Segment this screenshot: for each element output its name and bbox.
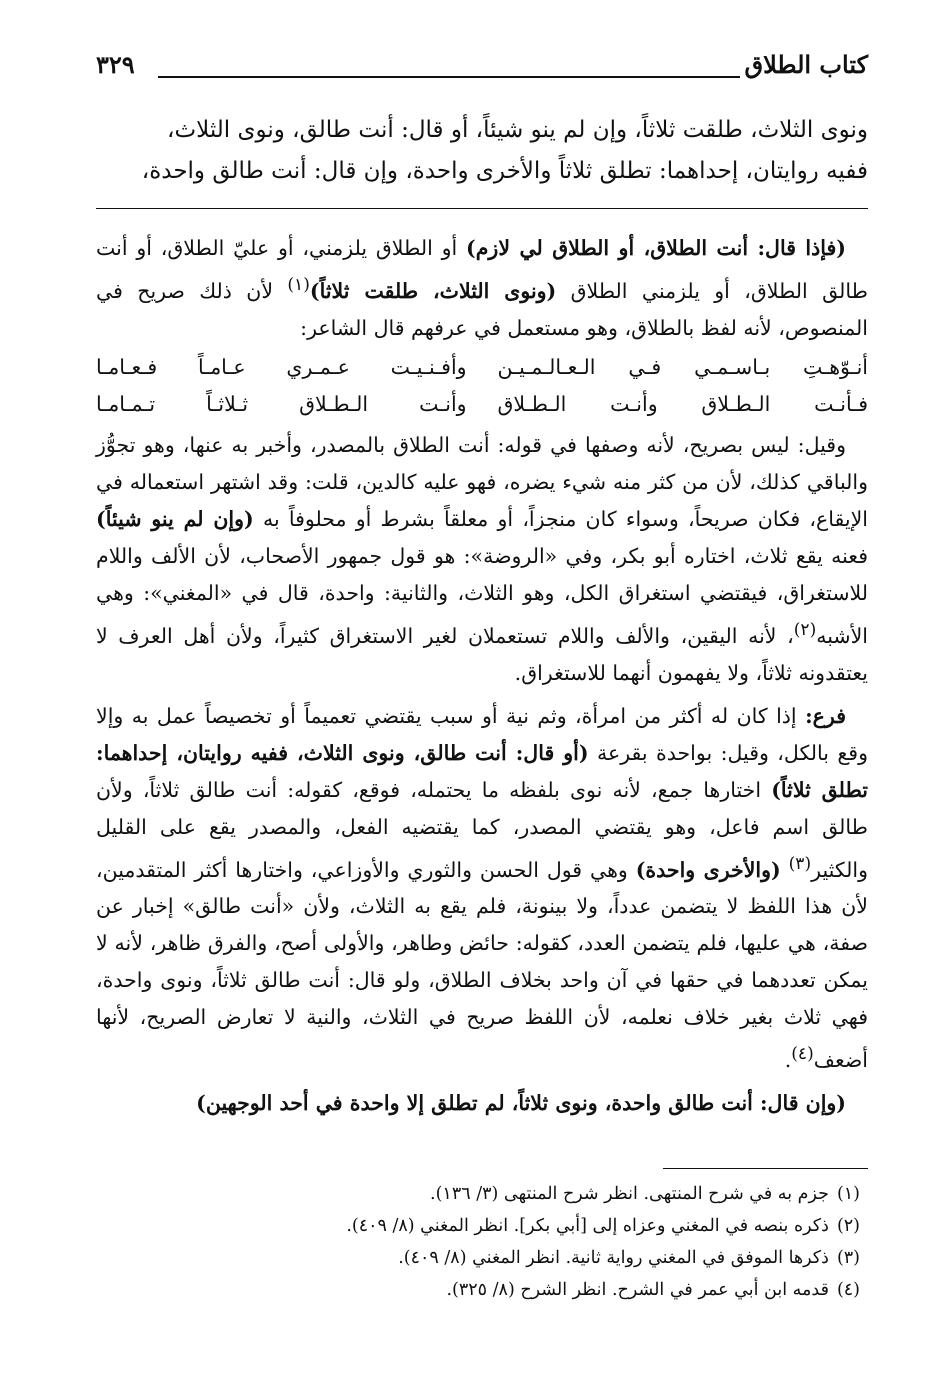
commentary-text <box>781 857 789 881</box>
commentary-paragraph <box>96 427 868 692</box>
footnote-ref: (٢) <box>793 619 817 640</box>
footnote <box>96 1210 860 1242</box>
verse-first-hemistich: فـأنـت الـطـلاق وأنـت الـطـلاق <box>497 391 868 416</box>
main-text-line: ونوى الثلاث، طلقت ثلاثاً، وإن لم ينو شيئاً، أو قال: أنت طالق، ونوى الثلاث، <box>167 117 868 143</box>
footnote-text: ذكره بنصه في المغني وعزاه إلى [أبي بكر]. انظر المغني (٨/ ٤٠٩). <box>346 1216 829 1236</box>
quoted-text: (وإن لم ينو شيئاً) <box>96 506 254 531</box>
running-header <box>96 50 868 90</box>
poem <box>96 349 868 423</box>
commentary-text: . <box>784 1048 792 1073</box>
poem-verse <box>96 349 868 386</box>
branch-label: فرع: <box>805 703 846 728</box>
commentary-text: لأن ذلك صريح في المنصوص، لأنه لفظ بالطلاق، وهو مستعمل في عرفهم قال الشاعر: <box>96 278 868 340</box>
commentary-text: فعنه يقع ثلاث، اختاره أبو بكر، وفي «الروضة»: هو قول جمهور الأصحاب، لأن الألف واللام للاستغراق، فيقتضي استغراق الكل، وهو الثلاث، والثانية: واحدة، قال في «المغني»: وهي الأشبه <box>96 543 868 648</box>
text-separator <box>96 208 868 209</box>
footnote-ref: (٣) <box>788 853 812 874</box>
book-title: كتاب الطلاق <box>744 50 868 79</box>
commentary-text: ، لأنه اليقين، والألف واللام تستعملان لغير الاستغراق كثيراً، ولأن أهل العرف لا يعتقدونه ثلاثاً، ولا يفهمون أنهما للاستغراق. <box>96 623 868 685</box>
header-rule <box>158 76 740 78</box>
footnote <box>96 1274 860 1306</box>
quoted-text: (والأخرى واحدة) <box>635 857 781 882</box>
footnote-ref: (٤) <box>791 1044 814 1065</box>
footnote-number: (٣) <box>836 1248 860 1268</box>
poem-verse <box>96 386 868 423</box>
verse-second-hemistich: وأفـنـيـت عـمـري عـامـاً فـعـامـا <box>96 354 467 379</box>
footnote <box>96 1178 860 1210</box>
quoted-text: (أو قال: أنت طالق، ونوى الثلاث، ففيه روايتان، إحداهما: تطلق ثلاثاً) <box>96 740 868 802</box>
commentary-text: وهي قول الحسن والثوري والأوزاعي، واختارها أكثر المتقدمين، لأن هذا اللفظ لا يتضمن عدداً، ولا بينونة، فلم يقع به الثلاث، ولأن «أنت طالق» إخبار عن صفة، هي عليها، فلم يتضمن العدد، كقوله: حائض وطاهر، والأولى أصح، والفرق ظاهر، لأنه لا يمكن تعددهما في حقها في آن واحد بخلاف الطلاق، ولو قال: أنت طالق ثلاثاً، ونوى واحدة، فهي ثلاث بغير خلاف نعلمه، لأن اللفظ صريح في الثلاث، والنية لا تعارض الصريح، لأنها أضعف <box>96 857 868 1073</box>
quoted-text: (ونوى الثلاث، طلقت ثلاثاً) <box>309 278 557 303</box>
quoted-text: (وإن قال: أنت طالق واحدة، ونوى ثلاثاً، لم تطلق إلا واحدة في أحد الوجهين) <box>196 1091 846 1116</box>
footnotes <box>96 1178 860 1306</box>
commentary-paragraph <box>96 698 868 1080</box>
quoted-text: (فإذا قال: أنت الطلاق، أو الطلاق لي لازم) <box>466 236 847 260</box>
commentary-paragraph <box>96 1085 868 1122</box>
footnote-separator <box>663 1168 868 1169</box>
commentary-text: وقيل: ليس بصريح، لأنه وصفها في قوله: أنت الطلاق بالمصدر، وأخبر به عنها، وهو تجوُّز والباقي كذلك، لأن من كثر منه شيء يضره، فهو عليه كالدين، قلت: وقد اشتهر استعماله في الإيقاع، فكان صريحاً، وسواء كان منجزاً، أو معلقاً بشرط أو محلوفاً به <box>96 432 868 531</box>
footnote-number: (١) <box>836 1184 860 1204</box>
main-text-line: ففيه روايتان، إحداهما: تطلق ثلاثاً والأخرى واحدة، وإن قال: أنت طالق واحدة، <box>141 158 868 184</box>
verse-first-hemistich: أنـوّهـتِ بـاسـمـي فـي الـعـالـمـيـن <box>497 354 868 379</box>
main-text <box>96 110 868 192</box>
footnote-text: جزم به في شرح المنتهى. انظر شرح المنتهى (٣/ ١٣٦). <box>430 1184 829 1204</box>
commentary <box>96 230 868 1122</box>
footnote-text: قدمه ابن أبي عمر في الشرح. انظر الشرح (٨/ ٣٢٥). <box>446 1280 829 1300</box>
verse-second-hemistich: وأنـت الـطـلاق ثـلاثـاً تـمـامـا <box>96 391 467 416</box>
footnote-number: (٢) <box>836 1216 860 1236</box>
commentary-text: أو الطلاق يلزمني، أو عليّ الطلاق، أو أنت طالق الطلاق، أو يلزمني الطلاق <box>96 236 868 303</box>
commentary-text: اختارها جمع، لأنه نوى بلفظه ما يحتمله، فوقع، كقوله: أنت طالق ثلاثاً، ولأن طالق اسم فاعل، وهو يقتضي المصدر، كما يقتضيه الفعل، والمصدر يقع على القليل والكثير <box>96 777 868 882</box>
commentary-text: إذا كان له أكثر من امرأة، وثم نية أو سبب يقتضي تعميماً أو تخصيصاً عمل به وإلا وقع بالكل، وقيل: بواحدة بقرعة <box>96 703 868 765</box>
page-number: ٣٢٩ <box>96 50 135 79</box>
footnote-text: ذكرها الموفق في المغني رواية ثانية. انظر المغني (٨/ ٤٠٩). <box>398 1248 829 1268</box>
footnote-ref: (١) <box>287 275 310 295</box>
footnote-number: (٤) <box>836 1280 860 1300</box>
footnote <box>96 1242 860 1274</box>
commentary-paragraph <box>96 230 868 347</box>
